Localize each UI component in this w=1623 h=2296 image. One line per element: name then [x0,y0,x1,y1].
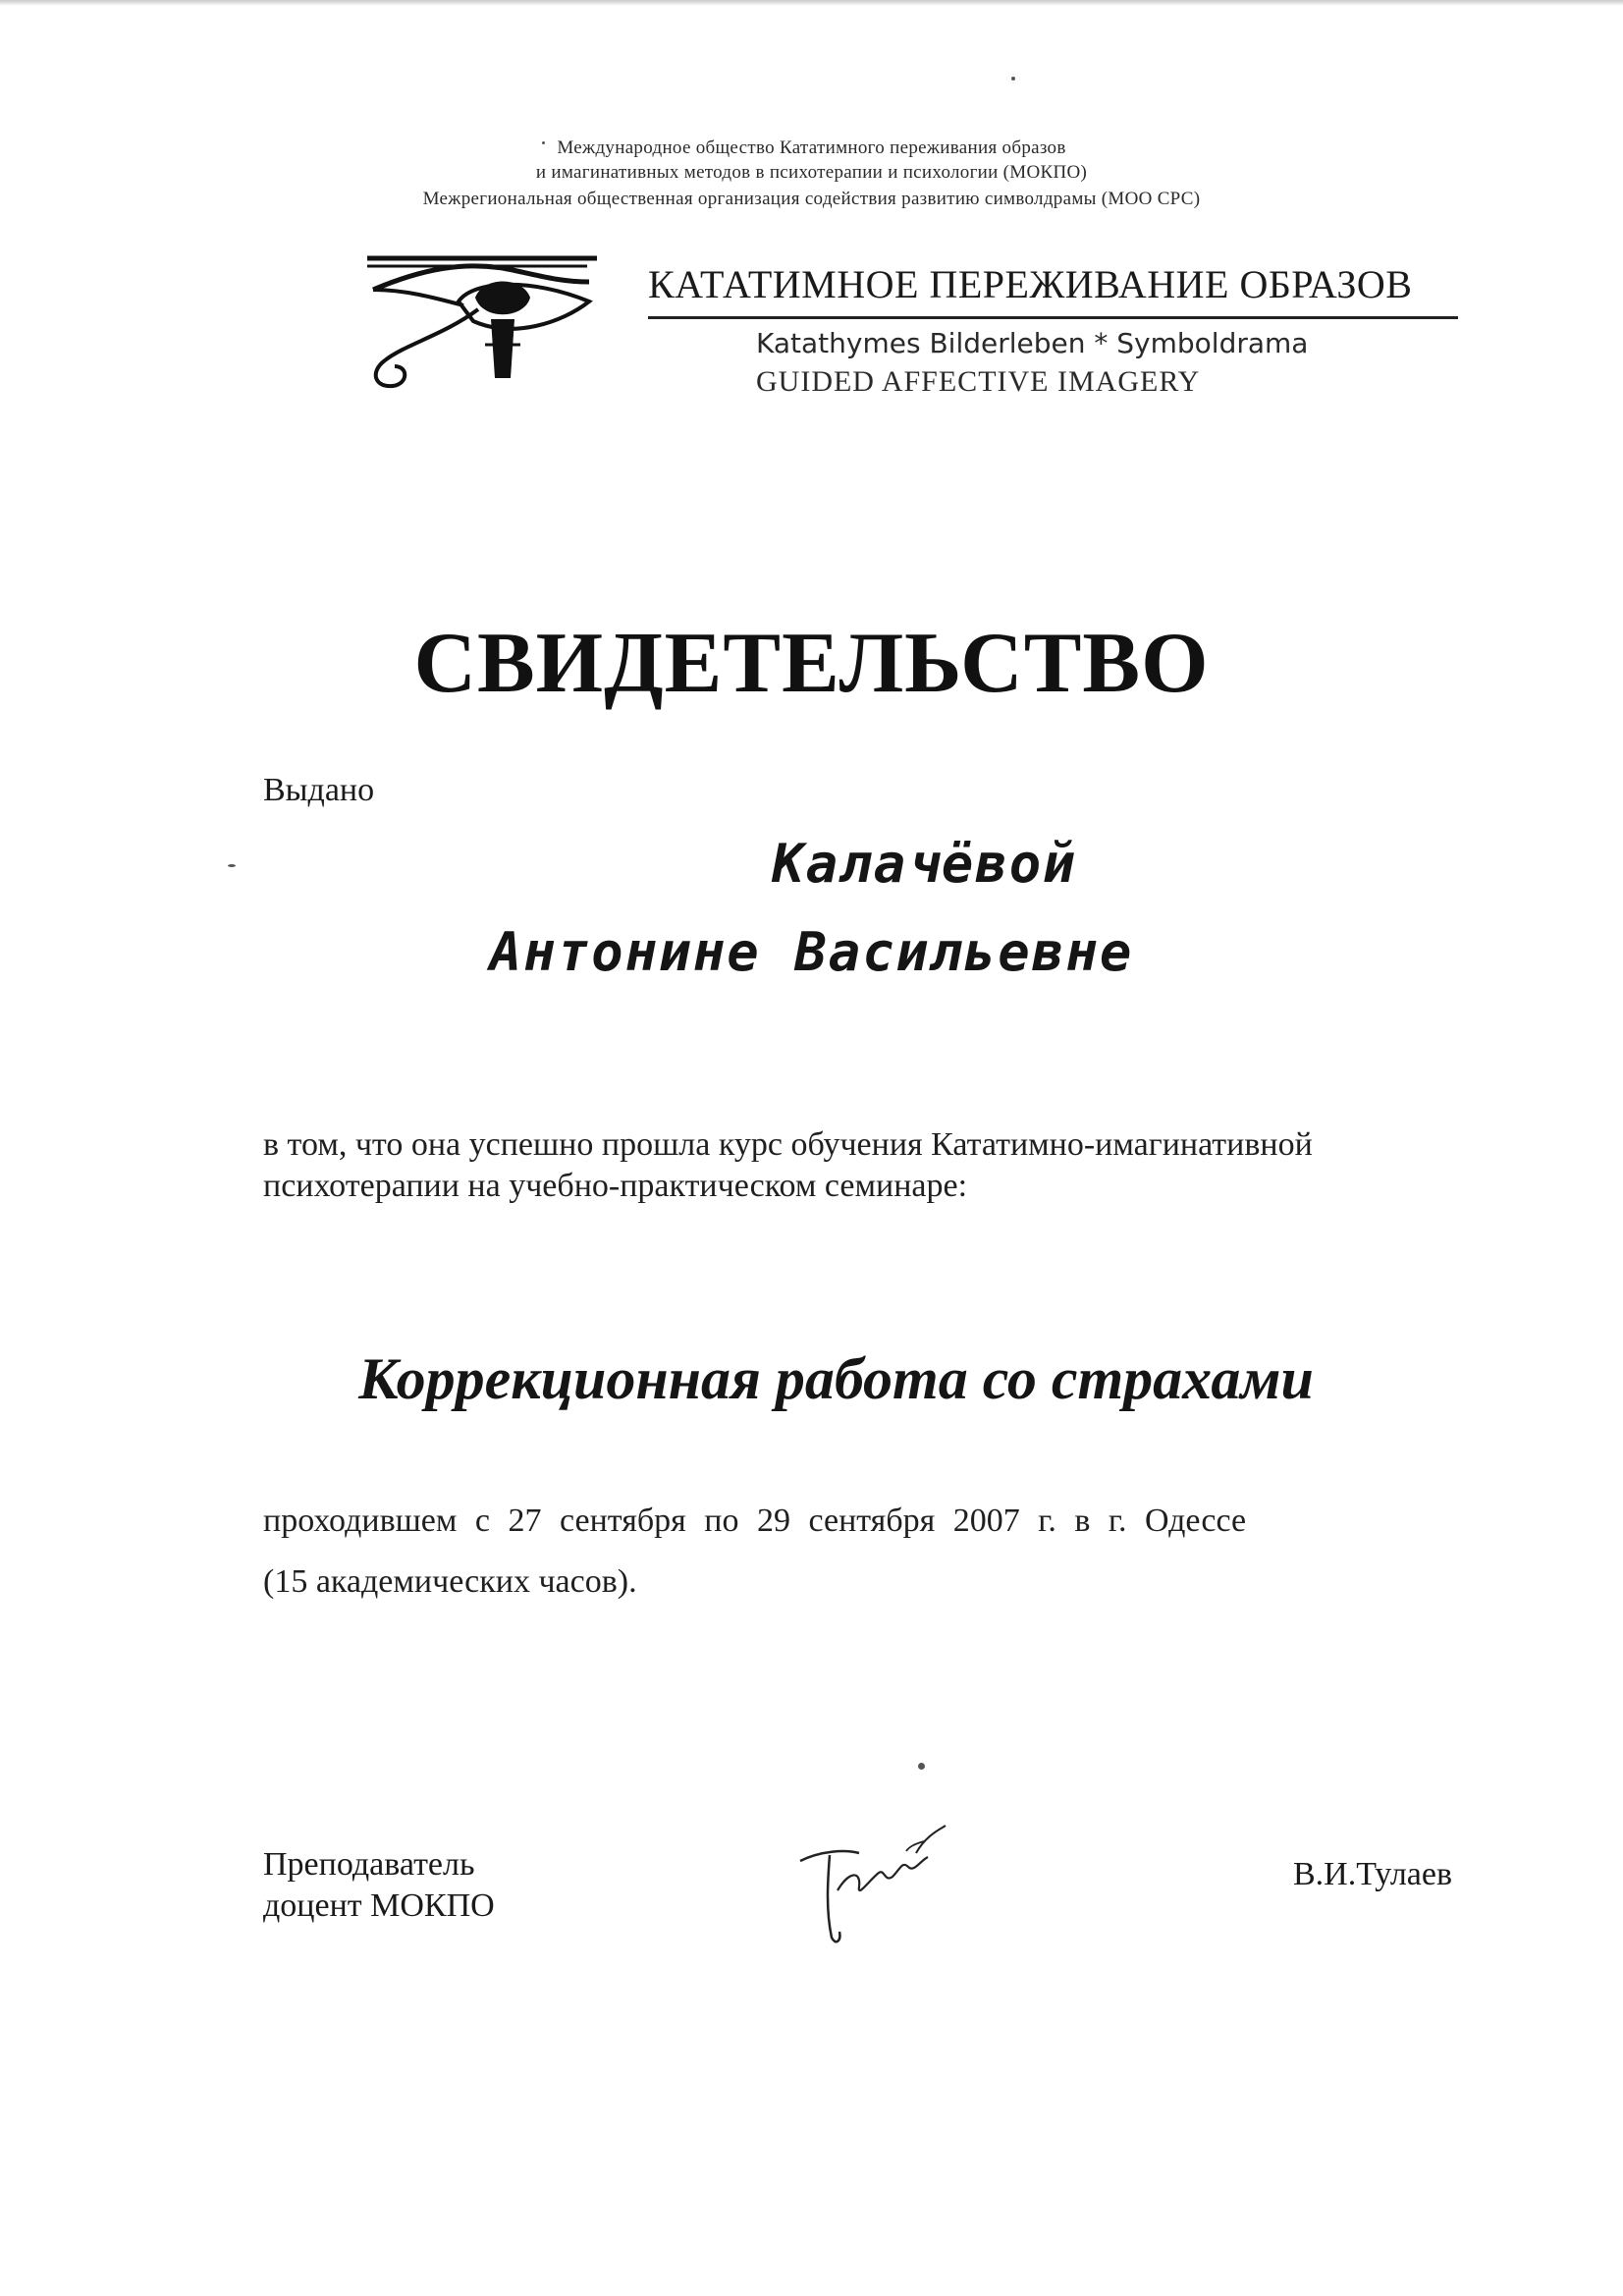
teacher-role-title: Преподаватель [263,1846,475,1883]
certificate-body-text: в том, что она успешно прошла курс обучения Кататимно-имагинативной психотерапии на учебно-практическом семинаре: [263,1126,1313,1204]
issued-label: Выдано [263,772,375,808]
scan-speck [228,864,236,867]
brand-divider [648,316,1458,319]
seminar-title: Коррекционная работа со страхами [358,1346,1314,1411]
org-line-3: Межрегиональная общественная организация содействия развитию символдрамы (МОО СРС) [422,189,1201,209]
recipient-surname: Калачёвой [772,833,1077,895]
handwritten-signature [790,1822,957,1949]
scan-speck [542,141,545,144]
org-line-1: Международное общество Кататимного переживания образов [557,137,1066,158]
seminar-dates: проходившем с 27 сентября по 29 сентября 2007 г. в г. Одессе [263,1503,1247,1539]
teacher-name: В.И.Тулаев [1293,1856,1453,1892]
brand-subtitle-english: GUIDED AFFECTIVE IMAGERY [756,365,1201,398]
seminar-hours: (15 академических часов). [263,1563,637,1600]
scan-speck [918,1763,925,1770]
scan-speck [1011,77,1015,81]
brand-title: КАТАТИМНОЕ ПЕРЕЖИВАНИЕ ОБРАЗОВ [648,262,1413,306]
recipient-given-names: Антонине Васильевне [489,921,1134,983]
eye-of-horus-icon [365,250,611,398]
teacher-role-position: доцент МОКПО [263,1887,495,1924]
scan-top-edge [0,0,1623,6]
certificate-title: СВИДЕТЕЛЬСТВО [413,616,1210,711]
brand-subtitle: Katathymes Bilderleben * Symboldrama [756,327,1309,359]
org-line-2: и имагинативных методов в психотерапии и психологии (МОКПО) [535,162,1088,183]
teacher-role [263,1844,495,1927]
